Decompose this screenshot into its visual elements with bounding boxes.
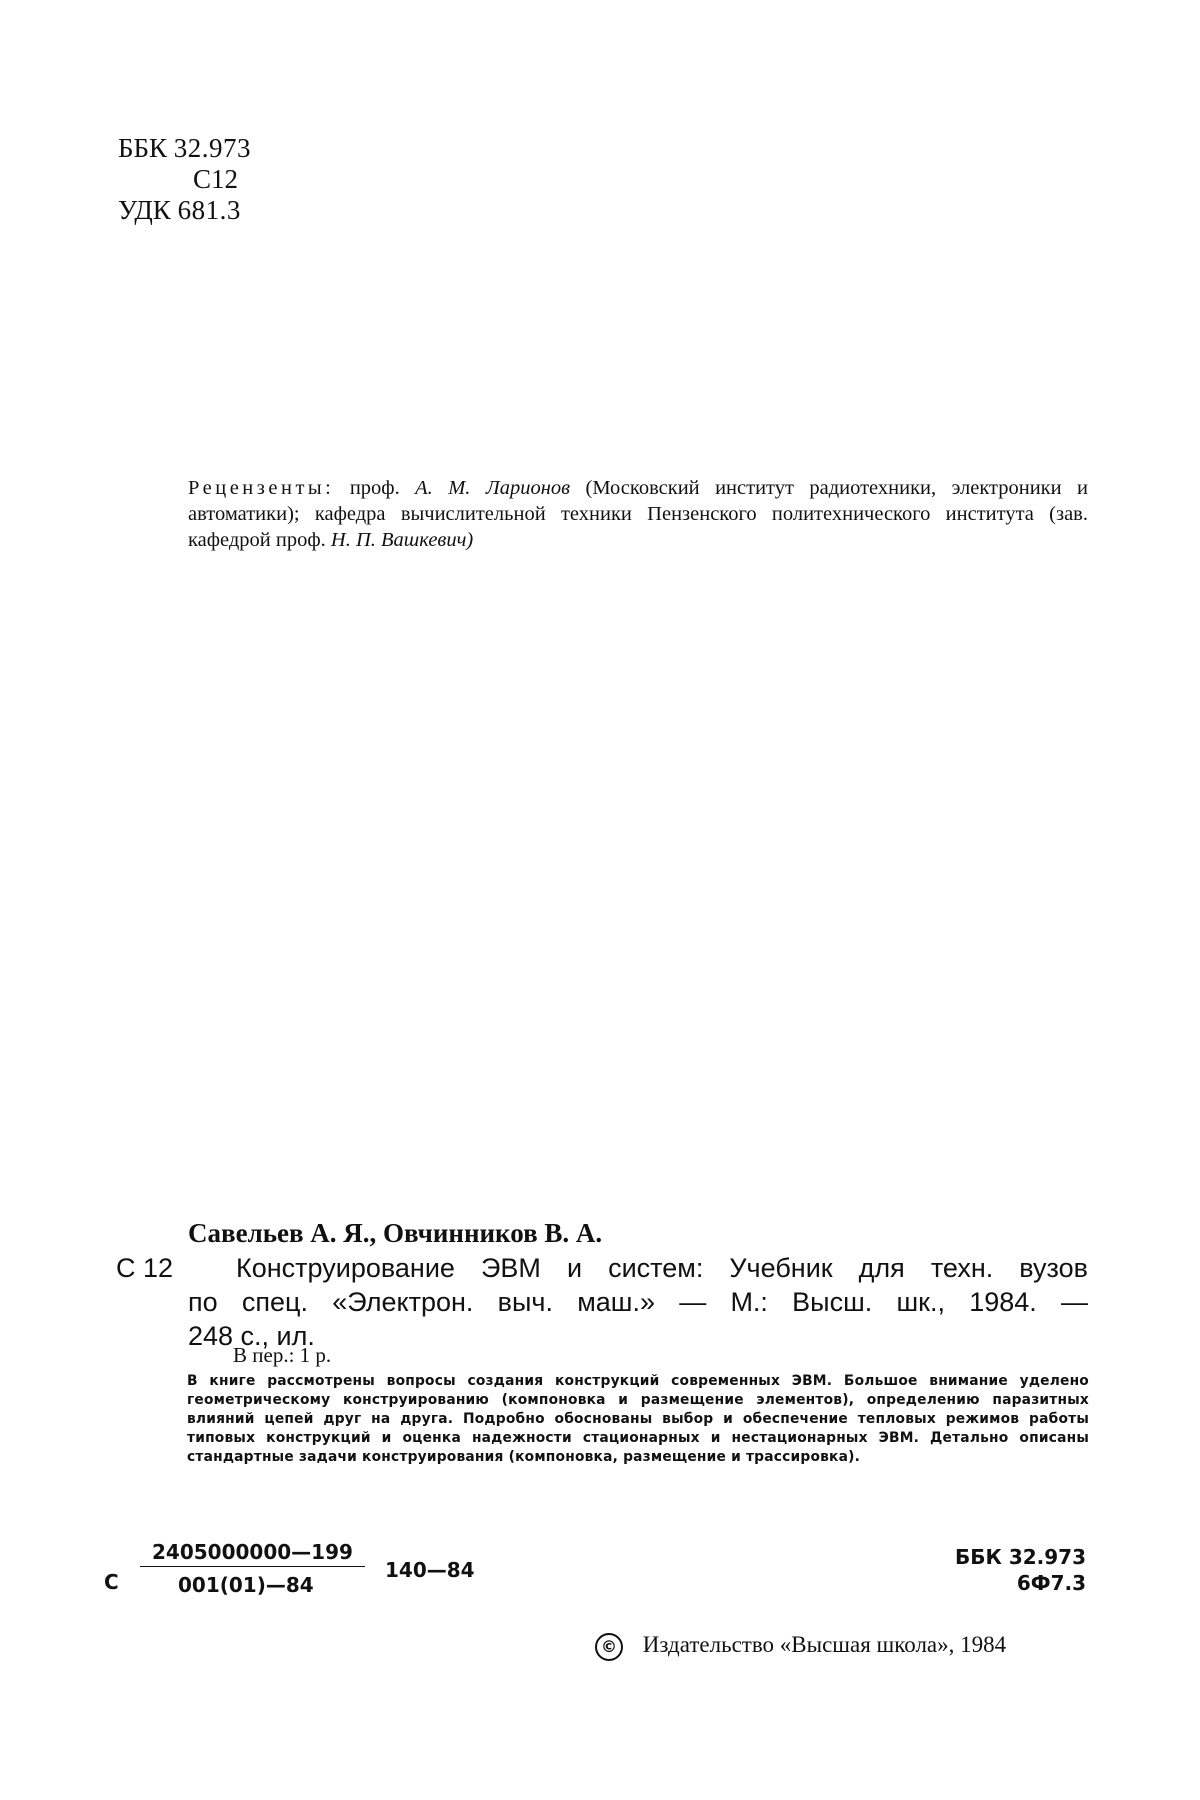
catalog-numerator: 2405000000—199 — [152, 1540, 353, 1564]
reviewers-prefix: проф. — [349, 477, 400, 499]
catalog-number: 140—84 — [385, 1558, 475, 1582]
book-index: С 12 — [116, 1253, 174, 1283]
catalog-denominator: 001(01)—84 — [178, 1573, 314, 1597]
udk-code: 681.3 — [177, 195, 241, 225]
fraction-line — [140, 1566, 365, 1567]
copyright-text: Издательство «Высшая школа», 1984 — [642, 1632, 1007, 1657]
bbk-label: ББК — [118, 133, 168, 163]
udk-line — [118, 195, 241, 225]
author-mark: С12 — [193, 164, 239, 194]
book-price: В пер.: 1 р. — [233, 1343, 332, 1367]
bbk-right-code: 6Ф7.3 — [1016, 1571, 1086, 1595]
reviewers-paragraph — [188, 475, 1088, 553]
udk-label: УДК — [118, 195, 171, 225]
reviewer-affiliation: (Московский институт радиотехники, электроники и автоматики); кафедра вычислительной техники Пензенского политехнического института (зав. кафедрой проф. — [188, 477, 1088, 551]
bbk-right: ББК 32.973 — [955, 1545, 1086, 1569]
book-title-line-2: по спец. «Электрон. выч. маш.» — М.: Высш. шк., 1984. — — [188, 1287, 1088, 1317]
book-annotation: В книге рассмотрены вопросы создания конструкций современных ЭВМ. Большое внимание уделено геометрическому конструированию (компоновка и размещение элементов), определению паразитных влияний цепей друг на друга. Подробно обоснованы выбор и обеспечение тепловых режимов работы типовых конструкций и оценка надежности стационарных и нестационарных ЭВМ. Детально описаны стандартные задачи конструирования (компоновка, размещение и трассировка). — [187, 1373, 1089, 1465]
bbk-code: 32.973 — [173, 133, 252, 163]
book-title-line-1: Конструирование ЭВМ и систем: Учебник для техн. вузов — [236, 1253, 1088, 1283]
catalog-letter: С — [104, 1570, 119, 1594]
book-authors: Савельев А. Я., Овчинников В. А. — [188, 1218, 603, 1248]
book-title-line-3: 248 с., ил. — [188, 1321, 315, 1351]
reviewers-label: Рецензенты: — [188, 477, 335, 499]
reviewer-name-2: Н. П. Вашкевич) — [330, 529, 474, 551]
copyright-icon: © — [595, 1633, 623, 1661]
copyright-line — [595, 1632, 1006, 1661]
reviewer-name-1: А. М. Ларионов — [415, 477, 571, 499]
bbk-line — [118, 133, 251, 163]
